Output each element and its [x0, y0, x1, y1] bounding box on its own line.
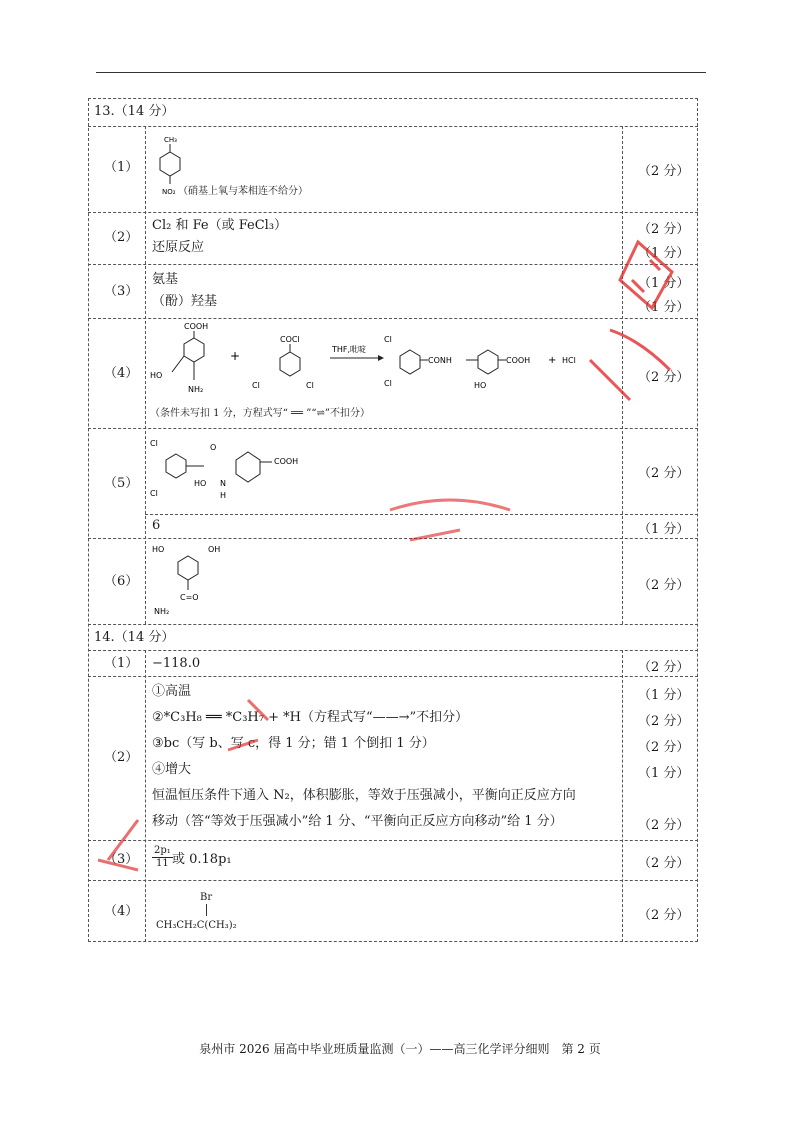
svg-text:HCl: HCl	[562, 356, 576, 365]
svg-text:+: +	[230, 349, 241, 363]
svg-text:HO: HO	[150, 371, 163, 380]
q13-5-structure	[148, 432, 328, 512]
q14-2-score5: （2 分）	[638, 818, 690, 833]
q14-2-score2: （2 分）	[638, 714, 690, 729]
q14-4-score: （2 分）	[638, 908, 690, 923]
q14-2-label: （2）	[104, 750, 139, 765]
q13-3-score2: （1 分）	[638, 300, 690, 315]
q13-4-score: （2 分）	[638, 370, 690, 385]
q14-2-line4: ④增大	[152, 762, 192, 777]
q13-6-score: （2 分）	[638, 578, 690, 593]
svg-text:HO: HO	[474, 381, 487, 390]
svg-text:C=O: C=O	[180, 593, 199, 602]
svg-text:Cl: Cl	[150, 489, 158, 498]
q13-3-line2: （酚）羟基	[152, 294, 218, 309]
q13-header: 13.（14 分）	[94, 104, 175, 119]
svg-text:Cl: Cl	[384, 379, 392, 388]
svg-text:Cl: Cl	[306, 381, 314, 390]
q14-1-score: （2 分）	[638, 660, 690, 675]
q13-5-score: （2 分）	[638, 466, 690, 481]
page-footer: 泉州市 2026 届高中毕业班质量监测（一）——高三化学评分细则 第 2 页	[199, 1042, 601, 1056]
q14-2-line1: ①高温	[152, 684, 192, 699]
svg-text:O: O	[210, 443, 217, 452]
q14-4-label: （4）	[104, 904, 139, 919]
q13-4-label: （4）	[104, 366, 139, 381]
svg-text:COOH: COOH	[184, 322, 209, 331]
q13-3-label: （3）	[104, 284, 139, 299]
q13-2-line1: Cl₂ 和 Fe（或 FeCl₃）	[152, 218, 288, 233]
svg-text:Cl: Cl	[150, 439, 158, 448]
q14-2-line3: ③bc（写 b、写 c，得 1 分；错 1 个倒扣 1 分）	[152, 736, 435, 751]
q14-1-value: −118.0	[152, 656, 201, 671]
q13-3-score1: （1 分）	[638, 276, 690, 291]
svg-text:NH₂: NH₂	[154, 607, 170, 616]
q13-2-score1: （2 分）	[638, 222, 690, 237]
q14-1-label: （1）	[104, 656, 139, 671]
q13-5-score2: （1 分）	[638, 522, 690, 537]
q14-2-score3: （2 分）	[638, 740, 690, 755]
q13-1-score: （2 分）	[638, 164, 690, 179]
reaction-equation	[148, 320, 618, 402]
svg-text:OH: OH	[208, 545, 221, 554]
q13-5-label: （5）	[104, 476, 139, 491]
ch3-label: CH₃	[164, 136, 177, 144]
svg-text:THF,吡啶: THF,吡啶	[332, 345, 367, 354]
q14-3-label: （3）	[104, 852, 139, 867]
q13-1-note: （硝基上氧与苯相连不给分）	[178, 186, 308, 197]
svg-text:H: H	[220, 491, 227, 500]
q13-2-line2: 还原反应	[152, 240, 205, 255]
svg-text:HO: HO	[194, 479, 207, 488]
q14-header: 14.（14 分）	[94, 630, 175, 645]
q14-4-formula: CH₃CH₂C(CH₃)₂	[156, 920, 237, 931]
top-rule	[96, 72, 706, 73]
q14-2-line6: 移动（答“等效于压强减小”给 1 分、“平衡向正反应方向移动”给 1 分）	[152, 814, 563, 829]
q14-3-score: （2 分）	[638, 856, 690, 871]
q14-2-score1: （1 分）	[638, 688, 690, 703]
q14-3-rest: 或 0.18p₁	[172, 852, 232, 867]
q14-3-fraction: 2p₁ 11	[154, 845, 171, 869]
svg-text:COOH: COOH	[506, 356, 531, 365]
q14-2-score4: （1 分）	[638, 766, 690, 781]
svg-text:+: +	[548, 355, 557, 366]
svg-text:N: N	[220, 479, 226, 488]
q13-1-label: （1）	[104, 160, 139, 175]
svg-text:HO: HO	[152, 545, 165, 554]
svg-text:CONH: CONH	[428, 356, 452, 365]
q14-2-line5: 恒温恒压条件下通入 N₂，体积膨胀，等效于压强减小，平衡向正反应方向	[152, 788, 576, 803]
svg-text:COOH: COOH	[274, 457, 299, 466]
q13-6-label: （6）	[104, 574, 139, 589]
q13-2-score2: （1 分）	[638, 246, 690, 261]
svg-text:NH₂: NH₂	[188, 385, 204, 394]
q13-4-note: （条件未写扣 1 分，方程式写“ ══ ”“⇌”不扣分）	[150, 408, 370, 419]
q13-6-structure	[148, 542, 248, 622]
svg-text:Cl: Cl	[384, 335, 392, 344]
q13-5-value: 6	[152, 518, 161, 533]
q14-4-br: Br	[200, 892, 213, 903]
svg-text:Cl: Cl	[252, 381, 260, 390]
q14-2-line2: ②*C₃H₈ ══ *C₃H₇ + *H（方程式写“——→”不扣分）	[152, 710, 469, 725]
q13-3-line1: 氨基	[152, 272, 179, 287]
q13-2-label: （2）	[104, 230, 139, 245]
no2-label: NO₂	[162, 188, 176, 196]
svg-text:COCl: COCl	[280, 335, 300, 344]
